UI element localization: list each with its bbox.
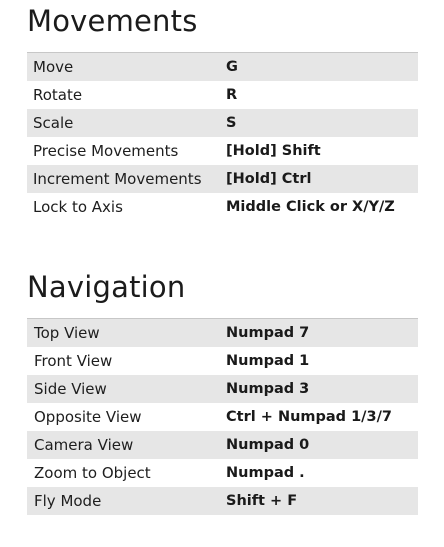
movements-shortcut-table	[27, 52, 418, 221]
shortcut-row-scale	[27, 109, 418, 137]
key-label: Numpad 7	[226, 325, 310, 341]
shortcut-row-camera-view	[27, 431, 418, 459]
section-title-movements: Movements	[27, 4, 198, 38]
shortcut-row-rotate	[27, 81, 418, 109]
key-label: Numpad 0	[226, 437, 310, 453]
key-label: Numpad 1	[226, 353, 310, 369]
action-label: Front View	[34, 352, 113, 370]
action-label: Camera View	[34, 436, 134, 454]
action-label: Rotate	[33, 86, 83, 104]
navigation-shortcut-table	[27, 318, 418, 515]
shortcut-row-front-view	[27, 347, 418, 375]
action-label: Zoom to Object	[34, 464, 151, 482]
action-label: Side View	[34, 380, 107, 398]
key-label: Shift + F	[226, 493, 298, 509]
shortcut-row-move	[27, 53, 418, 81]
action-label: Scale	[33, 114, 74, 132]
action-label: Increment Movements	[33, 170, 202, 188]
shortcut-row-precise-movements	[27, 137, 418, 165]
navigation-section	[27, 262, 418, 515]
key-label: S	[226, 115, 237, 131]
key-label: Numpad .	[226, 465, 305, 481]
shortcut-row-fly-mode	[27, 487, 418, 515]
movements-section	[27, 0, 418, 221]
key-label: Ctrl + Numpad 1/3/7	[226, 409, 392, 425]
key-label: G	[226, 59, 238, 75]
section-title-navigation: Navigation	[27, 270, 186, 304]
shortcut-row-opposite-view	[27, 403, 418, 431]
shortcut-row-zoom-to-object	[27, 459, 418, 487]
key-label: Numpad 3	[226, 381, 310, 397]
key-label: R	[226, 87, 238, 103]
shortcut-row-top-view	[27, 319, 418, 347]
shortcut-row-lock-to-axis	[27, 193, 418, 221]
action-label: Fly Mode	[34, 492, 102, 510]
action-label: Opposite View	[34, 408, 142, 426]
action-label: Precise Movements	[33, 142, 179, 160]
action-label: Top View	[34, 324, 100, 342]
shortcut-row-side-view	[27, 375, 418, 403]
key-label: [Hold] Shift	[226, 143, 321, 159]
action-label: Move	[33, 58, 74, 76]
key-label: Middle Click or X/Y/Z	[226, 199, 395, 215]
key-label: [Hold] Ctrl	[226, 171, 312, 187]
action-label: Lock to Axis	[33, 198, 123, 216]
shortcut-row-increment-movements	[27, 165, 418, 193]
